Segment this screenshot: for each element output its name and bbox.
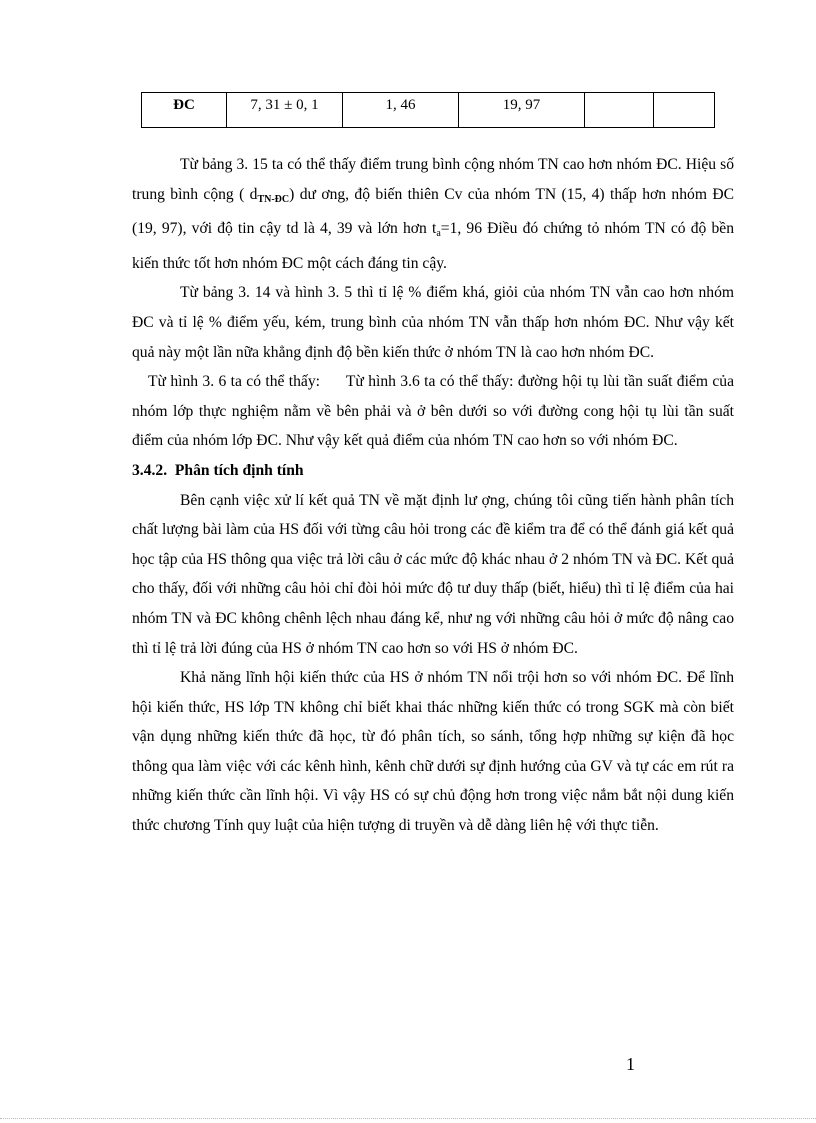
table-cell-empty <box>654 93 715 128</box>
table-cell-mean: 7, 31 ± 0, 1 <box>227 93 343 128</box>
table-cell-group: ĐC <box>142 93 227 128</box>
paragraph-text: Từ bảng 3. 15 ta có thể thấy điểm trung bình cộng nhóm TN cao hơn nhóm ĐC. Hiệu số trung bình cộng ( d <box>132 156 734 203</box>
page-number: 1 <box>626 1054 635 1074</box>
paragraph: Bên cạnh việc xử lí kết quả TN về mặt định lư ợng, chúng tôi cũng tiến hành phân tích chất lượng bài làm của HS đối với từng câu hỏi trong các đề kiểm tra để có thể đánh giá kết quả học tập của HS thông qua việc trả lời câu ở các mức độ khác nhau ở 2 nhóm TN và ĐC. Kết quả cho thấy, đối với những câu hỏi chỉ đòi hỏi mức độ tư duy thấp (biết, hiểu) thì tỉ lệ điểm của hai nhóm TN và ĐC không chênh lệch nhau đáng kể, như ng với những câu hỏi ở mức độ nâng cao thì tỉ lệ trả lời đúng của HS ở nhóm TN cao hơn so với HS ở nhóm ĐC. <box>132 491 734 657</box>
paragraph: Từ bảng 3. 14 và hình 3. 5 thì tỉ lệ % điểm khá, giỏi của nhóm TN vẫn cao hơn nhóm ĐC và tỉ lệ % điểm yếu, kém, trung bình của nhóm TN vẫn thấp hơn nhóm ĐC. Như vậy kết quả này một lần nữa khẳng định độ bền kiến thức ở nhóm TN là cao hơn nhóm ĐC. <box>132 284 734 361</box>
results-table <box>141 92 715 128</box>
paragraph-text: ) dư ơng, độ biến thiên Cv của nhóm TN (15, 4) thấp hơn nhóm ĐC (19, 97), với độ tin cậy td là 4, 39 và lớn hơn t <box>132 185 734 238</box>
section-heading: 3.4.2. Phân tích định tính <box>132 461 304 479</box>
subscript: TN-ĐC <box>257 193 290 205</box>
document-body <box>132 150 738 841</box>
table-row <box>142 93 715 128</box>
paragraph: Từ hình 3. 6 ta có thể thấy: Từ hình 3.6 ta có thể thấy: đường hội tụ lùi tần suất điểm của nhóm lớp thực nghiệm nằm về bên phải và ở bên dưới so với đường cong hội tụ lùi tần suất điểm của nhóm lớp ĐC. Như vậy kết quả điểm của nhóm TN cao hơn so với nhóm ĐC. <box>132 373 738 450</box>
subscript: a <box>436 228 441 240</box>
table-cell-empty <box>585 93 654 128</box>
table-cell-sd: 1, 46 <box>343 93 459 128</box>
paragraph <box>132 150 734 278</box>
paragraph-text: =1, 96 Điều đó chứng tỏ nhóm TN có độ bền kiến thức tốt hơn nhóm ĐC một cách đáng tin cậy. <box>132 220 735 272</box>
paragraph: Khả năng lĩnh hội kiến thức của HS ở nhóm TN nổi trội hơn so với nhóm ĐC. Để lĩnh hội kiến thức, HS lớp TN không chỉ biết khai thác những kiến thức có trong SGK mà còn biết vận dụng những kiến thức đã học, từ đó phân tích, so sánh, tổng hợp những sự kiện đã học thông qua làm việc với các kênh hình, kênh chữ dưới sự định hướng của GV và tự các em rút ra những kiến thức cần lĩnh hội. Vì vậy HS có sự chủ động hơn trong việc nắm bắt nội dung kiến thức chương Tính quy luật của hiện tượng di truyền và dễ dàng liên hệ với thực tiễn. <box>132 669 734 835</box>
table-cell-cv: 19, 97 <box>459 93 585 128</box>
footer-divider <box>0 1118 816 1119</box>
